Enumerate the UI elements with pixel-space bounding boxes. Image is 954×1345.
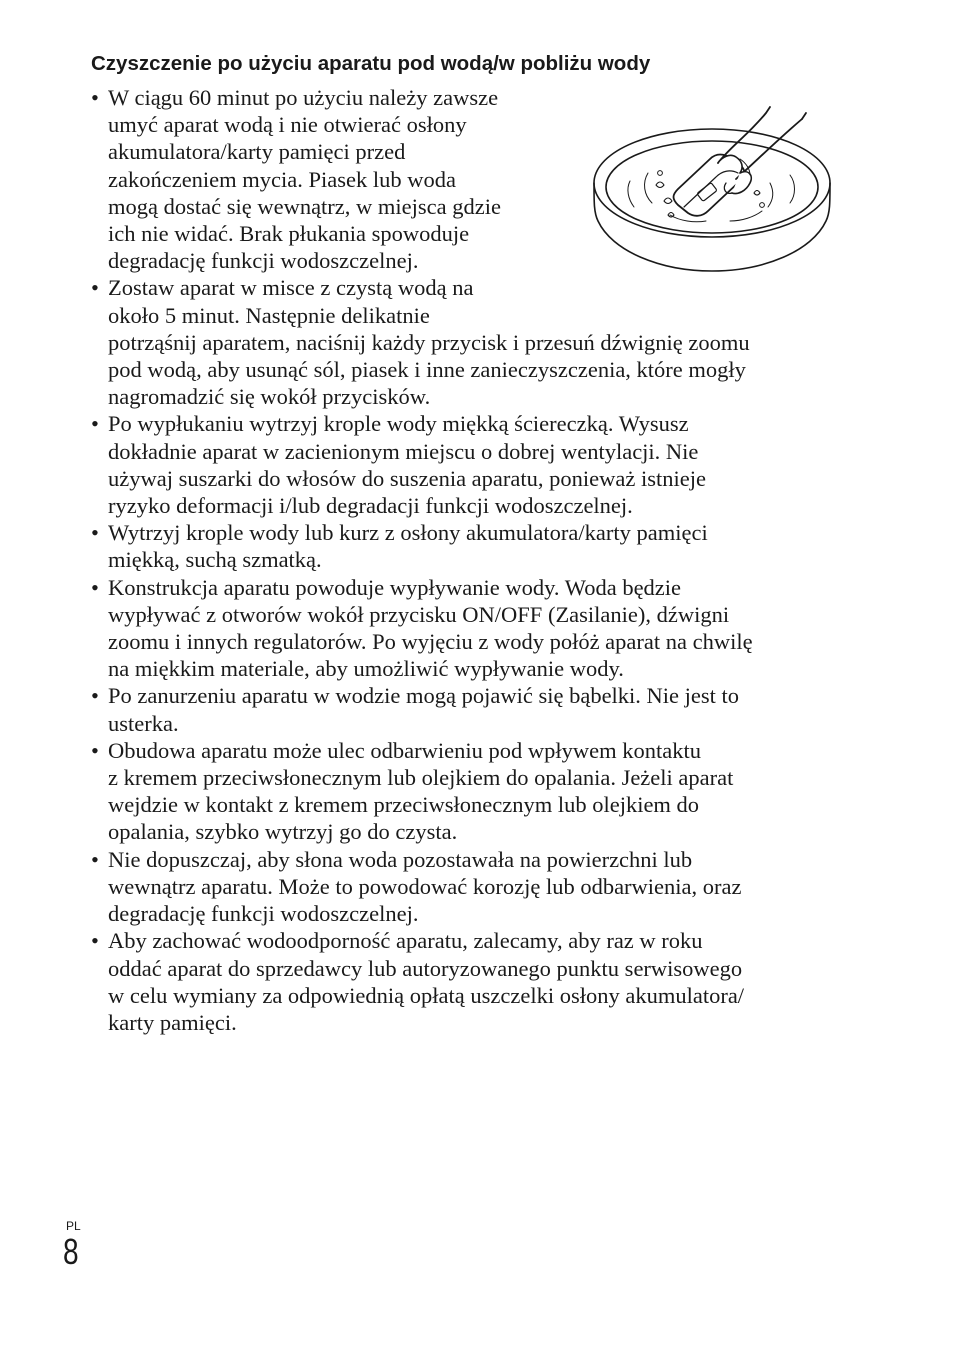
section-heading: Czyszczenie po użyciu aparatu pod wodą/w pobliżu wody	[91, 52, 651, 75]
text-line: degradację funkcji wodoszczelnej.	[108, 901, 419, 927]
text-line: zoomu i innych regulatorów. Po wyjęciu z wody połóż aparat na chwilę	[108, 629, 753, 655]
text-line: mogą dostać się wewnątrz, w miejsca gdzie	[108, 193, 501, 219]
list-item	[91, 519, 851, 573]
text-line: na miękkim materiale, aby umożliwić wypływanie wody.	[108, 656, 624, 682]
text-line: usterka.	[108, 710, 179, 736]
text-line: około 5 minut. Następnie delikatnie	[108, 302, 430, 328]
list-item	[91, 84, 851, 274]
text-line: ich nie widać. Brak płukania spowoduje	[108, 221, 470, 247]
text-line: wejdzie w kontakt z kremem przeciwsłonecznym lub olejkiem do	[108, 792, 700, 818]
text-line: miękką, suchą szmatką.	[108, 547, 322, 573]
text-line: zakończeniem mycia. Piasek lub woda	[108, 166, 457, 192]
text-line: • W ciągu 60 minut po użyciu należy zawsze	[108, 85, 499, 110]
list-item	[91, 682, 851, 736]
text-line: potrząśnij aparatem, naciśnij każdy przycisk i przesuń dźwignię zoomu	[108, 329, 750, 355]
list-item	[91, 927, 851, 1036]
text-line: • Konstrukcja aparatu powoduje wypływanie wody. Woda będzie	[108, 574, 682, 600]
text-line: • Zostaw aparat w misce z czystą wodą na	[108, 275, 474, 301]
list-item	[91, 737, 851, 846]
list-item	[91, 846, 851, 928]
text-line: nagromadzić się wokół przycisków.	[108, 384, 431, 410]
text-line: • Po wypłukaniu wytrzyj krople wody miękką ściereczką. Wysusz	[108, 411, 689, 437]
list-item	[91, 410, 851, 519]
text-line: • Wytrzyj krople wody lub kurz z osłony akumulatora/karty pamięci	[108, 520, 708, 546]
text-line: degradację funkcji wodoszczelnej.	[108, 248, 419, 274]
list-item	[91, 274, 851, 410]
text-line: • Nie dopuszczaj, aby słona woda pozostawała na powierzchni lub	[108, 846, 693, 872]
text-line: wypływać z otworów wokół przycisku ON/OFF (Zasilanie), dźwigni	[108, 601, 730, 627]
list-item	[91, 574, 851, 683]
text-line: umyć aparat wodą i nie otwierać osłony	[108, 112, 467, 138]
text-line: z kremem przeciwsłonecznym lub olejkiem do opalania. Jeżeli aparat	[108, 765, 734, 791]
text-line: karty pamięci.	[108, 1009, 237, 1035]
text-line: opalania, szybko wytrzyj go do czysta.	[108, 819, 458, 845]
text-line: w celu wymiany za odpowiednią opłatą uszczelki osłony akumulatora/	[108, 982, 745, 1008]
text-line: • Obudowa aparatu może ulec odbarwieniu pod wpływem kontaktu	[108, 737, 701, 763]
text-line: pod wodą, aby usunąć sól, piasek i inne zanieczyszczenia, które mogły	[108, 357, 746, 383]
language-label: PL	[66, 1219, 81, 1233]
text-line: • Aby zachować wodoodporność aparatu, zalecamy, aby raz w roku	[108, 928, 703, 954]
page-number: 8	[63, 1231, 79, 1272]
text-line: dokładnie aparat w zacienionym miejscu o dobrej wentylacji. Nie	[108, 438, 699, 464]
text-line: akumulatora/karty pamięci przed	[108, 139, 406, 165]
text-line: wewnątrz aparatu. Może to powodować korozję lub odbarwienia, oraz	[108, 873, 742, 899]
text-line: ryzyko deformacji i/lub degradacji funkcji wodoszczelnej.	[108, 493, 633, 519]
text-line: używaj suszarki do włosów do suszenia aparatu, ponieważ istnieje	[108, 465, 706, 491]
text-line: • Po zanurzeniu aparatu w wodzie mogą pojawić się bąbelki. Nie jest to	[108, 683, 740, 709]
care-instructions-list	[91, 84, 851, 1036]
text-line: oddać aparat do sprzedawcy lub autoryzowanego punktu serwisowego	[108, 955, 743, 981]
